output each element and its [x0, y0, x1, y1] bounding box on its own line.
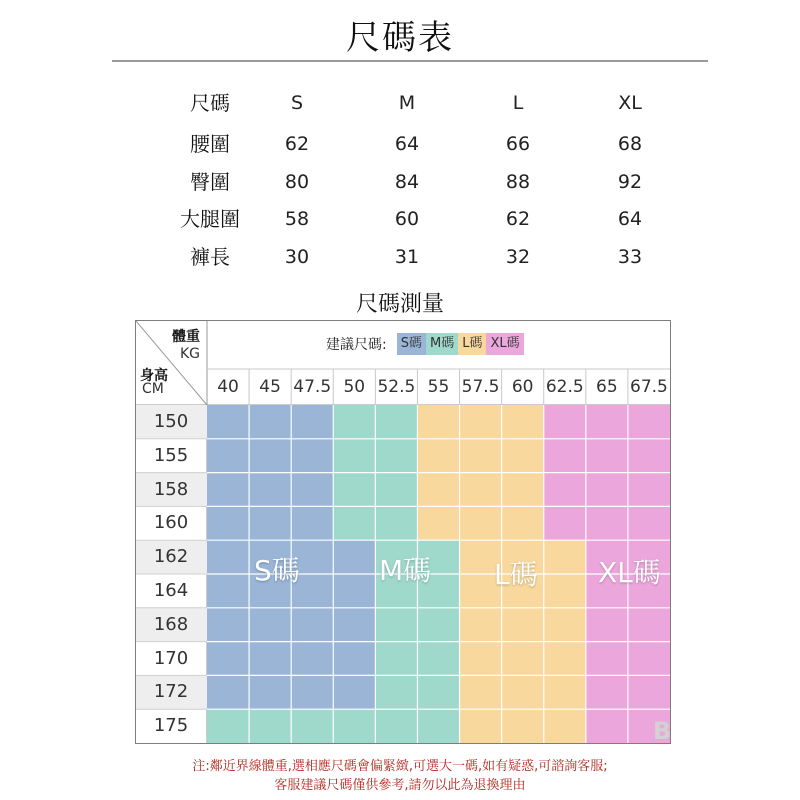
size-cell: 88	[505, 171, 531, 193]
size-chart-grid	[135, 320, 671, 744]
size-cell-s	[249, 405, 292, 439]
weight-tick-label: 65	[596, 377, 618, 397]
height-label: 150	[153, 411, 189, 432]
footnote-line-1: 注:鄰近界線體重,選相應尺碼會偏緊緻,可選大一碼,如有疑惑,可諮詢客服;	[192, 759, 608, 774]
size-cell-xl	[586, 642, 629, 676]
size-cell-m	[417, 709, 460, 743]
size-cell-xl	[544, 405, 587, 439]
title-divider	[112, 60, 708, 62]
size-cell-xl	[586, 608, 629, 642]
size-cell: 58	[284, 208, 310, 230]
size-cell-l	[417, 473, 460, 507]
size-cell-s	[333, 675, 376, 709]
weight-tick-label: 55	[427, 377, 450, 397]
weight-unit-label: KG	[180, 346, 201, 362]
weight-tick-label: 62.5	[545, 377, 584, 397]
size-cell-l	[460, 405, 503, 439]
size-cell-l	[460, 473, 503, 507]
height-axis-label: 身高	[140, 368, 168, 384]
size-cell-s	[249, 506, 292, 540]
size-cell-m	[375, 675, 418, 709]
size-row-thigh	[150, 201, 700, 237]
size-cell-l	[502, 473, 545, 507]
size-header-l: L	[512, 92, 524, 114]
size-cell-l	[544, 675, 587, 709]
size-cell-l	[502, 506, 545, 540]
size-cell-l	[460, 506, 503, 540]
size-cell-m	[333, 473, 376, 507]
size-cell: 84	[394, 171, 420, 193]
size-cell-s	[207, 574, 250, 608]
size-cell-xl	[628, 675, 670, 709]
size-cell-l	[544, 540, 587, 574]
size-cell-m	[333, 439, 376, 473]
size-cell-m	[249, 709, 292, 743]
size-cell-xl	[544, 506, 587, 540]
size-cell-s	[207, 506, 250, 540]
size-cell-xl	[628, 473, 670, 507]
size-cell-s	[291, 642, 334, 676]
size-row-waist	[150, 126, 700, 162]
size-header-m: M	[398, 92, 416, 114]
weight-tick-label: 47.5	[293, 377, 332, 397]
height-label: 158	[153, 478, 189, 500]
size-cell-s	[207, 405, 250, 439]
size-cell-xl	[544, 473, 587, 507]
size-cell-l	[502, 608, 545, 642]
size-cell-m	[333, 506, 376, 540]
size-cell-s	[291, 506, 334, 540]
size-header-xl: XL	[618, 92, 642, 114]
size-cell-s	[207, 540, 250, 574]
size-cell-m	[375, 709, 418, 743]
height-label: 155	[153, 444, 189, 466]
size-cell: 80	[284, 171, 310, 193]
size-cell-s	[249, 608, 292, 642]
size-cell: 33	[617, 246, 643, 268]
watermark-logo: B	[653, 717, 672, 745]
size-cell-s	[207, 608, 250, 642]
size-cell-m	[333, 709, 376, 743]
size-cell: 66	[505, 133, 531, 155]
size-cell-s	[291, 608, 334, 642]
size-cell: 64	[394, 133, 420, 155]
size-cell-m	[417, 642, 460, 676]
weight-tick-label: 52.5	[377, 377, 416, 397]
weight-tick-label: 60	[511, 377, 534, 397]
height-label: 162	[153, 546, 189, 568]
weight-tick-label: 40	[217, 377, 239, 397]
size-cell-l	[502, 405, 545, 439]
size-cell-l	[544, 574, 587, 608]
size-cell-m	[375, 642, 418, 676]
size-cell-l	[460, 608, 503, 642]
size-cell-s	[249, 642, 292, 676]
size-cell-m	[291, 709, 334, 743]
size-cell-m	[207, 709, 250, 743]
size-cell-xl	[628, 608, 670, 642]
suggest-label: 建議尺碼:	[326, 337, 387, 353]
size-cell-s	[333, 642, 376, 676]
height-label: 168	[153, 613, 189, 635]
size-header-s: S	[290, 92, 304, 114]
size-cell: 31	[394, 246, 420, 268]
size-cell-m	[333, 405, 376, 439]
legend-chip-s: S碼	[397, 333, 426, 355]
size-cell-m	[375, 608, 418, 642]
size-cell-s	[207, 675, 250, 709]
size-row-length	[150, 239, 700, 275]
size-cell: 32	[505, 246, 531, 268]
zone-label-l: L碼	[494, 558, 538, 591]
zone-label-m: M碼	[379, 554, 432, 587]
height-label: 170	[153, 647, 189, 669]
size-cell-xl	[628, 439, 670, 473]
size-cell-l	[544, 608, 587, 642]
size-cell-xl	[586, 675, 629, 709]
size-cell-m	[375, 473, 418, 507]
size-header-label: 尺碼	[190, 91, 230, 115]
size-row-hip	[150, 164, 700, 200]
size-cell-l	[417, 506, 460, 540]
size-cell-s	[249, 473, 292, 507]
zone-label-xl: XL碼	[598, 556, 661, 589]
size-cell-s	[249, 675, 292, 709]
size-row-label: 腰圍	[190, 132, 230, 156]
size-cell-l	[460, 675, 503, 709]
size-cell-s	[291, 405, 334, 439]
height-label: 160	[153, 512, 189, 534]
size-cell-xl	[544, 439, 587, 473]
size-cell-s	[333, 608, 376, 642]
size-cell-xl	[628, 642, 670, 676]
size-cell: 68	[617, 133, 643, 155]
size-cell-m	[375, 439, 418, 473]
weight-tick-label: 67.5	[630, 377, 668, 397]
size-cell-s	[333, 540, 376, 574]
size-cell-l	[460, 709, 503, 743]
height-label: 175	[153, 715, 189, 737]
suggested-size-legend	[326, 333, 524, 355]
size-cell-l	[544, 642, 587, 676]
page-title: 尺碼表	[346, 18, 454, 58]
size-cell-l	[502, 675, 545, 709]
size-cell-xl	[628, 405, 670, 439]
size-cell-l	[460, 642, 503, 676]
size-cell-l	[544, 709, 587, 743]
weight-tick-label: 50	[343, 377, 366, 397]
size-cell-l	[417, 405, 460, 439]
zone-label-s: S碼	[254, 554, 300, 587]
size-cell-xl	[628, 506, 670, 540]
size-cell-m	[417, 608, 460, 642]
size-cell-xl	[586, 506, 629, 540]
measure-title: 尺碼測量	[355, 292, 444, 317]
legend-chip-xl: XL碼	[486, 333, 523, 355]
size-cell-s	[207, 642, 250, 676]
size-cell-s	[249, 439, 292, 473]
size-cell-s	[207, 439, 250, 473]
size-cell: 60	[394, 208, 420, 230]
footnote-line-2: 客服建議尺碼僅供參考,請勿以此為退換理由	[274, 778, 526, 793]
size-cell-l	[417, 439, 460, 473]
size-cell-xl	[586, 709, 629, 743]
size-cell-s	[291, 675, 334, 709]
size-cell-s	[291, 473, 334, 507]
size-cell: 62	[505, 208, 531, 230]
size-cell-l	[460, 439, 503, 473]
size-row-label: 褲長	[190, 245, 230, 269]
legend-chip-l: L碼	[458, 333, 486, 355]
size-cell: 64	[617, 208, 643, 230]
size-cell-xl	[586, 405, 629, 439]
size-row-label: 臀圍	[190, 170, 230, 194]
size-cell-xl	[586, 473, 629, 507]
height-label: 172	[153, 681, 189, 703]
size-cell-xl	[586, 439, 629, 473]
weight-tick-label: 45	[259, 377, 281, 397]
size-cell: 62	[284, 133, 310, 155]
size-cell: 30	[284, 246, 310, 268]
size-cell-s	[291, 439, 334, 473]
size-row-label: 大腿圍	[180, 207, 240, 231]
weight-axis-label: 體重	[172, 329, 200, 345]
size-cell-m	[417, 675, 460, 709]
size-cell-s	[207, 473, 250, 507]
weight-tick-label: 57.5	[461, 377, 500, 397]
size-cell-l	[502, 642, 545, 676]
size-cell: 92	[617, 171, 643, 193]
size-table-header-row	[150, 85, 700, 121]
height-unit-label: CM	[142, 381, 164, 397]
size-cell-s	[333, 574, 376, 608]
size-cell-m	[375, 405, 418, 439]
size-cell-l	[502, 709, 545, 743]
legend-chip-m: M碼	[426, 333, 458, 355]
size-cell-m	[375, 506, 418, 540]
height-label: 164	[153, 580, 189, 601]
size-cell-l	[502, 439, 545, 473]
footnote	[0, 757, 800, 795]
